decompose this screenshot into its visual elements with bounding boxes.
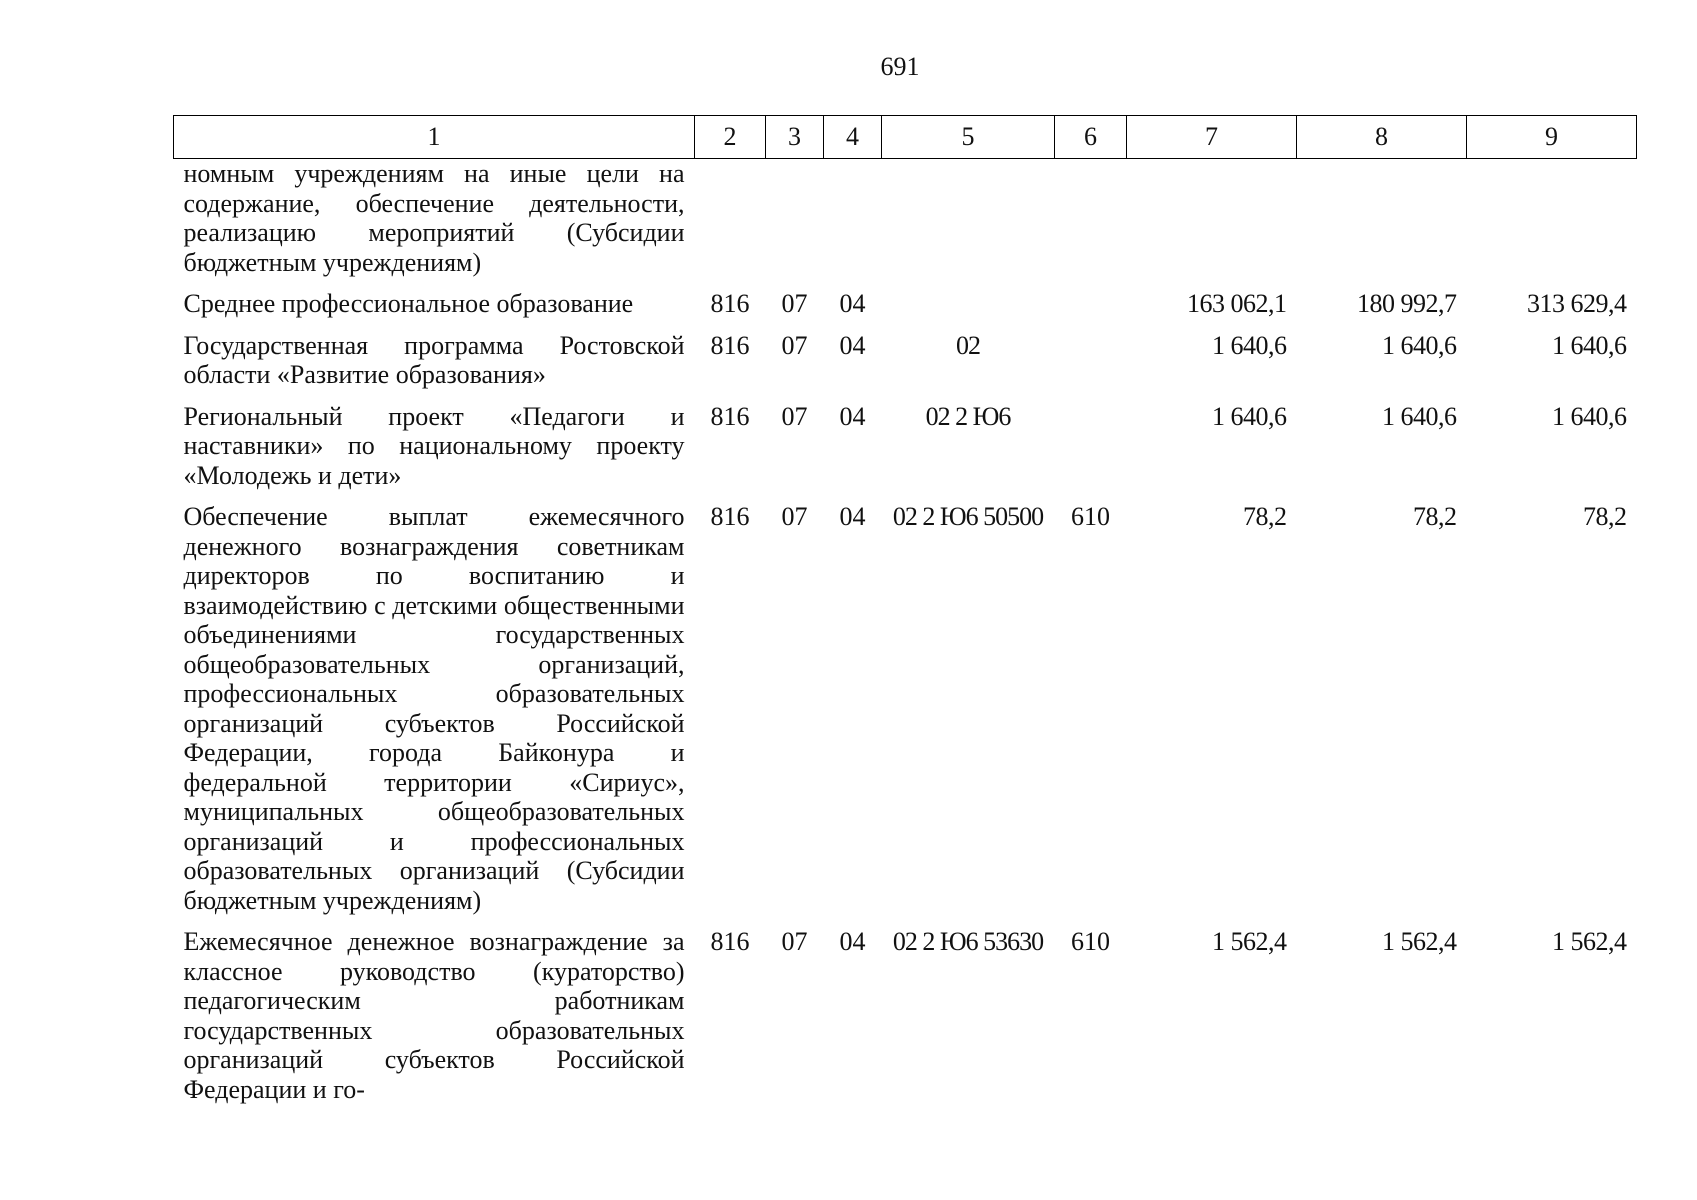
section-code [766,159,824,290]
expense-type-code [1055,159,1127,290]
row-description: номным учреждениям на иные цели на содержание, обеспечение деятельности, реализацию мероприятий (Субсидии бюджетным учреждениям) [183,159,685,277]
amount-year-2: 1 640,6 [1382,401,1457,431]
table-row [174,927,1637,1116]
amount-year-3 [1467,159,1637,290]
amount-year-3: 1 640,6 [1552,330,1627,360]
column-header: 5 [882,116,1055,159]
column-header: 9 [1467,116,1637,159]
ministry-code [695,159,766,290]
expense-type-code [1055,289,1127,331]
section-code: 07 [781,289,808,318]
row-description: Ежемесячное денежное вознаграждение за классное руководство (кураторство) педагогическим работникам государственных образовательных организаций субъектов Российской Федерации и го- [183,927,685,1104]
section-code: 07 [781,927,808,956]
subsection-code: 04 [839,502,866,531]
column-header: 4 [824,116,882,159]
column-header: 8 [1297,116,1467,159]
column-header: 6 [1055,116,1127,159]
target-article-code: 02 [956,330,980,360]
amount-year-1 [1127,159,1297,290]
section-code: 07 [781,330,808,360]
section-code: 07 [781,401,808,431]
amount-year-2: 1 562,4 [1382,927,1457,956]
amount-year-2 [1297,159,1467,290]
ministry-code: 816 [710,330,750,360]
amount-year-3: 78,2 [1583,502,1627,531]
amount-year-1: 78,2 [1243,502,1287,531]
table-row [174,402,1637,503]
column-header: 3 [766,116,824,159]
row-description: Среднее профессиональное образование [183,289,634,318]
ministry-code: 816 [710,502,750,531]
ministry-code: 816 [710,289,750,318]
amount-year-1: 1 640,6 [1212,330,1287,360]
target-article-code: 02 2 Ю6 50500 [892,502,1044,531]
target-article-code: 02 2 Ю6 53630 [892,927,1044,956]
column-header: 1 [174,116,695,159]
row-description: Государственная программа Ростовской области «Развитие образования» [183,330,685,389]
column-header: 7 [1127,116,1297,159]
subsection-code: 04 [839,927,866,956]
amount-year-2: 180 992,7 [1357,289,1457,318]
row-description: Региональный проект «Педагоги и наставники» по национальному проекту «Молодежь и дети» [183,401,685,490]
expense-type-code [1055,402,1127,503]
table-header-row [174,116,1637,159]
target-article-code [882,159,1055,290]
row-description: Обеспечение выплат ежемесячного денежного вознаграждения советникам директоров по воспитанию и взаимодействию с детскими общественными объединениями государственных общеобразовательных организаций, профессиональных образовательных организаций субъектов Российской Федерации, города Байконура и федеральной территории «Сириус», муниципальных общеобразовательных организаций и профессиональных образовательных организаций (Субсидии бюджетным учреждениям) [183,502,685,915]
amount-year-1: 1 562,4 [1212,927,1287,956]
ministry-code: 816 [710,927,750,956]
target-article-code [882,289,1055,331]
target-article-code: 02 2 Ю6 [925,401,1011,431]
amount-year-1: 1 640,6 [1212,401,1287,431]
amount-year-1: 163 062,1 [1187,289,1287,318]
amount-year-2: 1 640,6 [1382,330,1457,360]
column-header: 2 [695,116,766,159]
ministry-code: 816 [710,401,750,431]
expense-type-code [1055,331,1127,402]
expense-type-code: 610 [1071,927,1110,956]
budget-table [173,115,1637,1116]
page-number: 691 [880,52,920,81]
subsection-code: 04 [839,289,866,318]
amount-year-2: 78,2 [1413,502,1457,531]
amount-year-3: 1 640,6 [1552,401,1627,431]
section-code: 07 [781,502,808,531]
subsection-code: 04 [839,401,866,431]
subsection-code: 04 [839,330,866,360]
amount-year-3: 1 562,4 [1552,927,1627,956]
subsection-code [824,159,882,290]
table-row [174,331,1637,402]
table-row [174,159,1637,290]
expense-type-code: 610 [1071,502,1110,531]
table-row [174,502,1637,927]
table-row [174,289,1637,331]
amount-year-3: 313 629,4 [1527,289,1627,318]
